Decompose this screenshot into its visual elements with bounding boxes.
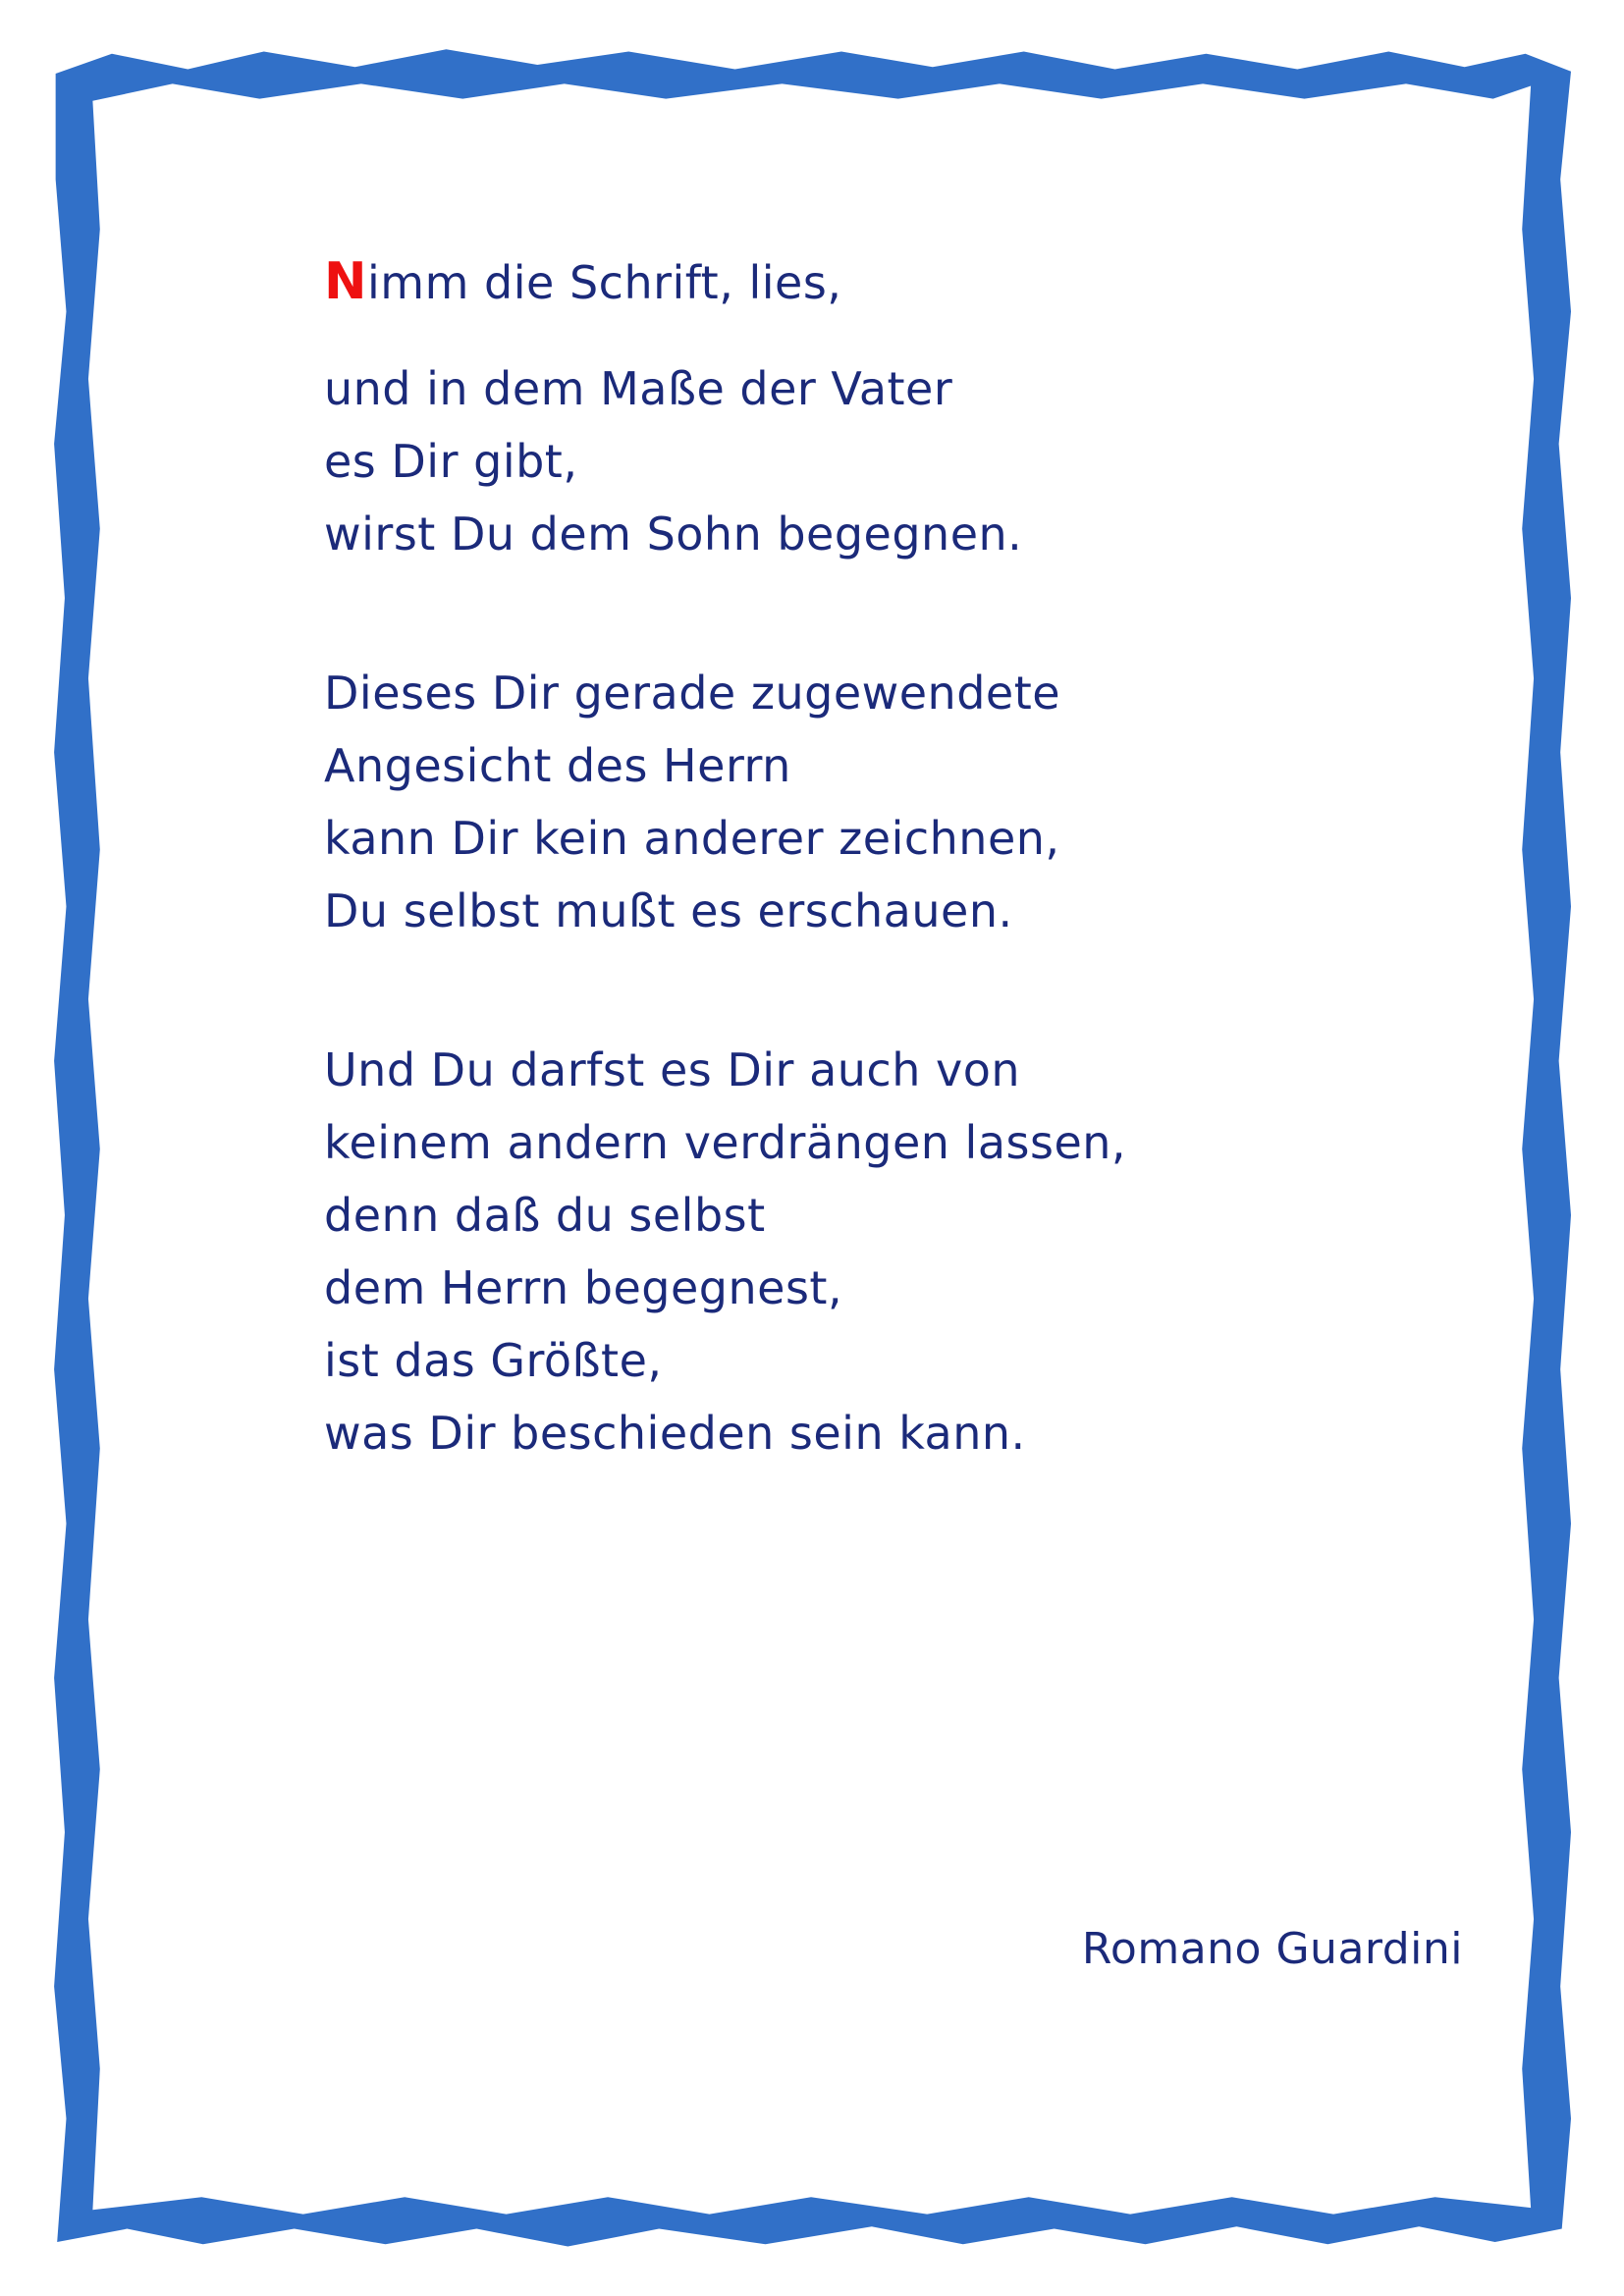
poem-body [324, 245, 1463, 1469]
poem-line: keinem andern verdrängen lassen, [324, 1116, 1127, 1169]
author-attribution: Romano Guardini [1081, 1924, 1463, 1974]
stanza-1 [324, 245, 1463, 570]
poem-line: was Dir beschieden sein kann. [324, 1407, 1026, 1460]
poem-line: wirst Du dem Sohn begegnen. [324, 507, 1023, 561]
poem-line: Dieses Dir gerade zugewendete [324, 667, 1061, 720]
poem-line: Angesicht des Herrn [324, 739, 791, 792]
poem-line-text: imm die Schrift, lies, [367, 256, 842, 309]
dropcap-letter: N [324, 252, 368, 311]
poem-line: denn daß du selbst [324, 1189, 766, 1242]
stanza-3 [324, 1034, 1463, 1469]
poem-line: dem Herrn begegnest, [324, 1261, 843, 1314]
poem-line: kann Dir kein anderer zeichnen, [324, 812, 1060, 865]
poem-line [324, 245, 1463, 319]
poem-line: es Dir gibt, [324, 435, 578, 488]
poem-line: Du selbst mußt es erschauen. [324, 884, 1013, 937]
poem-line: und in dem Maße der Vater [324, 362, 953, 415]
stanza-2 [324, 657, 1463, 947]
poem-line: ist das Größte, [324, 1334, 663, 1387]
poem-line: Und Du darfst es Dir auch von [324, 1043, 1021, 1096]
